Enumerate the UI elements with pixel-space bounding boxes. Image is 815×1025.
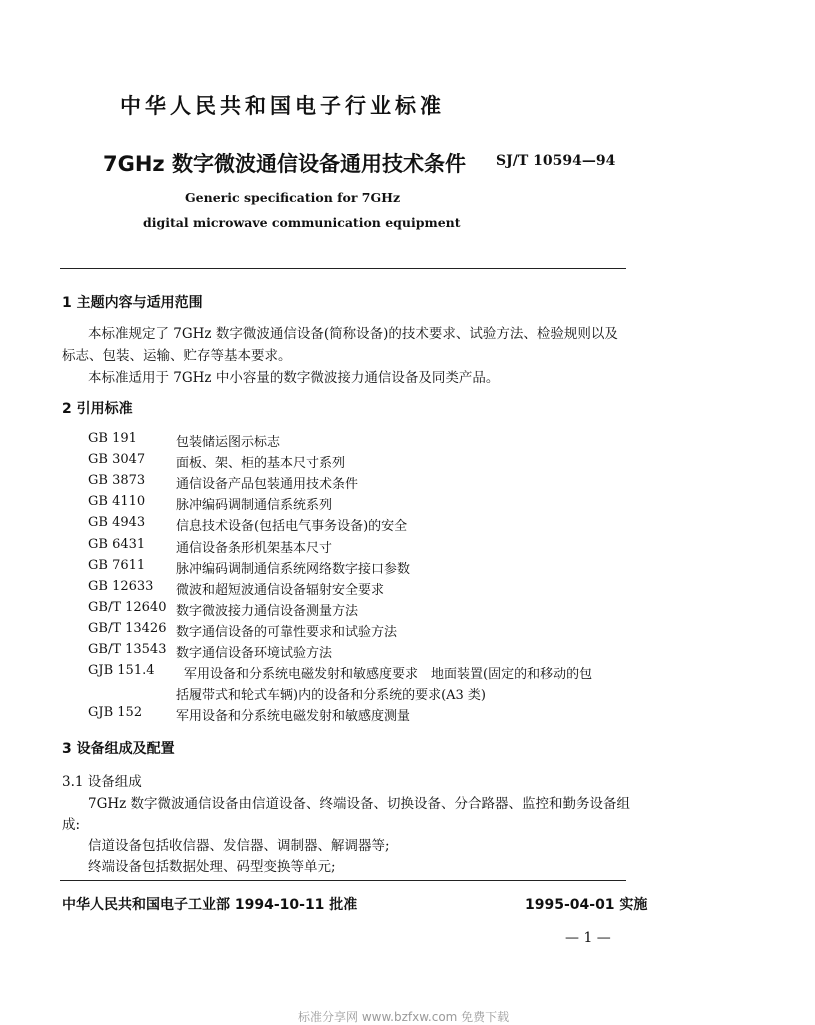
ref-code: GB/T 13426 xyxy=(88,621,167,636)
section1-para1-line1: 本标准规定了 7GHz 数字微波通信设备(简称设备)的技术要求、试验方法、检验规则以及 xyxy=(88,326,618,342)
ref-code: GB/T 12640 xyxy=(88,600,167,615)
page-number: — 1 — xyxy=(565,930,611,946)
ref-code: GB/T 13543 xyxy=(88,642,167,657)
ref-title: 军用设备和分系统电磁发射和敏感度测量 xyxy=(176,709,411,724)
section1-para2: 本标准适用于 7GHz 中小容量的数字微波接力通信设备及同类产品。 xyxy=(88,370,500,386)
ref-code: GB 12633 xyxy=(88,579,154,594)
doc-title: 7GHz 数字微波通信设备通用技术条件 xyxy=(103,152,466,176)
section3-para1-line1: 7GHz 数字微波通信设备由信道设备、终端设备、切换设备、分合路器、监控和勤务设备组 xyxy=(88,796,631,812)
ref-title: 脉冲编码调制通信系统网络数字接口参数 xyxy=(176,562,411,577)
ref-title: 数字微波接力通信设备测量方法 xyxy=(176,604,359,619)
section3-para3: 终端设备包括数据处理、码型变换等单元; xyxy=(88,859,336,875)
header-divider xyxy=(60,268,626,269)
ref-code: GB 3047 xyxy=(88,452,146,467)
doc-code: SJ/T 10594—94 xyxy=(496,153,616,169)
ref-title-continuation: 括履带式和轮式车辆)内的设备和分系统的要求(A3 类) xyxy=(176,688,487,703)
footer-divider xyxy=(60,880,626,881)
ref-title: 包装储运图示标志 xyxy=(176,435,281,450)
english-title-line2: digital microwave communication equipment xyxy=(143,215,461,230)
ref-code: GJB 152 xyxy=(88,705,143,720)
section2-heading: 2 引用标准 xyxy=(62,401,133,417)
ref-code: GB 7611 xyxy=(88,558,146,573)
english-title-line1: Generic specification for 7GHz xyxy=(185,190,401,205)
ref-title: 微波和超短波通信设备辐射安全要求 xyxy=(176,583,385,598)
ref-title: 通信设备产品包装通用技术条件 xyxy=(176,477,359,492)
section3-1-heading: 3.1 设备组成 xyxy=(62,774,142,790)
ref-code: GJB 151.4 xyxy=(88,663,155,678)
approval-line: 中华人民共和国电子工业部 1994-10-11 批准 xyxy=(62,897,358,913)
ref-title: 通信设备条形机架基本尺寸 xyxy=(176,541,333,556)
ref-code: GB 191 xyxy=(88,431,137,446)
ref-title: 数字通信设备的可靠性要求和试验方法 xyxy=(176,625,398,640)
ref-code: GB 4110 xyxy=(88,494,146,509)
ref-code: GB 4943 xyxy=(88,515,146,530)
section3-para2: 信道设备包括收信器、发信器、调制器、解调器等; xyxy=(88,838,390,854)
section1-para1-line2: 标志、包装、运输、贮存等基本要求。 xyxy=(62,348,292,364)
ref-code: GB 6431 xyxy=(88,537,146,552)
ref-code: GB 3873 xyxy=(88,473,146,488)
section3-heading: 3 设备组成及配置 xyxy=(62,741,175,757)
ref-title: 脉冲编码调制通信系统系列 xyxy=(176,498,333,513)
implementation-date: 1995-04-01 实施 xyxy=(525,897,648,913)
ref-title: 信息技术设备(包括电气事务设备)的安全 xyxy=(176,519,408,534)
watermark: 标准分享网 www.bzfxw.com 免费下载 xyxy=(298,1010,510,1024)
ref-title: 面板、架、柜的基本尺寸系列 xyxy=(176,456,346,471)
ref-title: 数字通信设备环境试验方法 xyxy=(176,646,333,661)
org-title: 中华人民共和国电子行业标准 xyxy=(120,94,445,118)
ref-title: 军用设备和分系统电磁发射和敏感度要求 地面装置(固定的和移动的包 xyxy=(184,667,593,682)
section1-heading: 1 主题内容与适用范围 xyxy=(62,295,203,311)
section3-para1-line2: 成: xyxy=(62,817,81,833)
